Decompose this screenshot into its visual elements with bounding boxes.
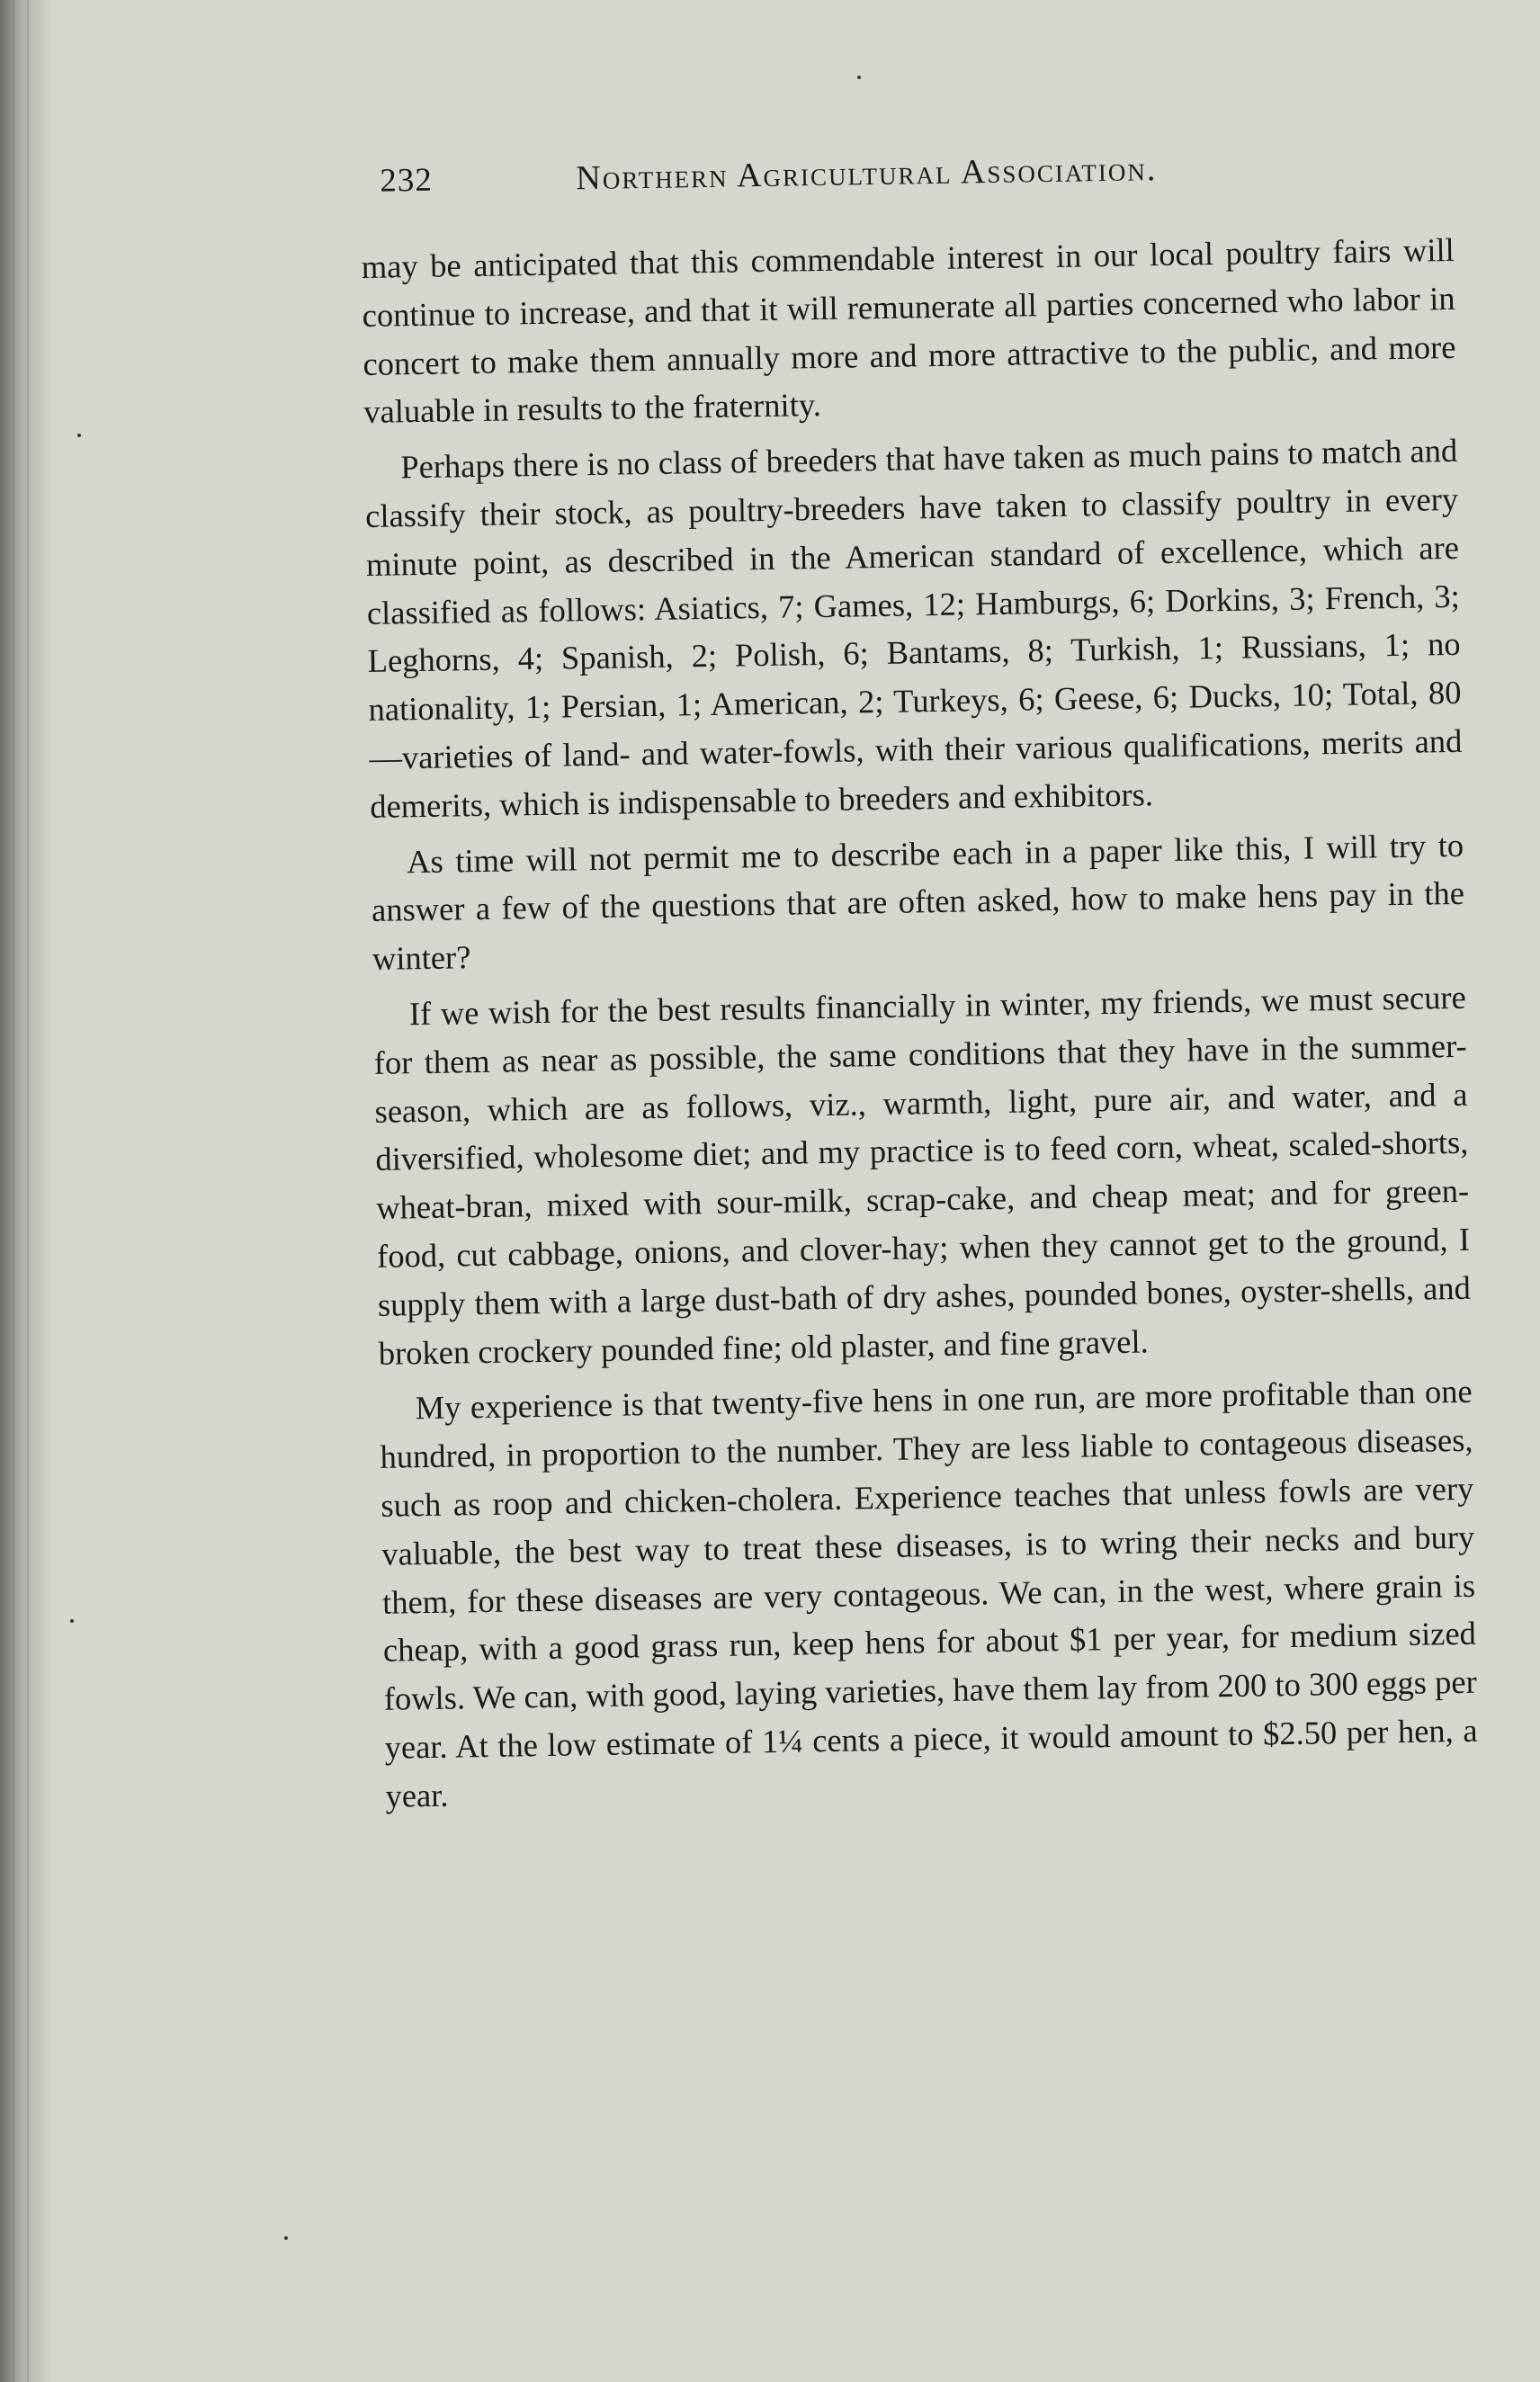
ink-speck xyxy=(77,434,81,437)
page-text-block xyxy=(360,145,1479,1827)
page-header xyxy=(360,145,1454,218)
paragraph-winter-question: As time will not permit me to describe each in a paper like this, I will try to answer a few of the questions that are often asked, how to make hens pay in the winter? xyxy=(371,826,1465,978)
ink-speck xyxy=(857,76,861,79)
binding-line xyxy=(13,0,14,2382)
paragraph-experience: My experience is that twenty-five hens in one run, are more profitable than one hundred, in proportion to the number. They are less liable to contageous diseases, such as roop and chicken-cholera. Experience teaches that unless fowls are very valuable, the best way to treat these diseases, is to wring their necks and bury them, for these diseases are very contageous. We can, in the west, where grain is cheap, with a good grass run, keep hens for about $1 per year, for medium sized fowls. We can, with good, laying varieties, have them lay from 200 to 300 eggs per year. At the low estimate of 1¼ cents a piece, it would amount to $2.50 per hen, a year. xyxy=(380,1373,1478,1814)
page-number: 232 xyxy=(380,161,434,200)
paragraph-poultry-classification: Perhaps there is no class of breeders that have taken as much pains to match and classify their stock, as poultry-breeders have taken to classify poultry in every minute point, as described in the American standard of excellence, which are classified as follows: Asiatics, 7; Games, 12; Hamburgs, 6; Dorkins, 3; French, 3; Leghorns, 4; Spanish, 2; Polish, 6; Bantams, 8; Turkish, 1; Russians, 1; no nationality, 1; Persian, 1; American, 2; Turkeys, 6; Geese, 6; Ducks, 10; Total, 80—varieties of land- and water-fowls, with their various qualifications, merits and demerits, which is indispensable to breeders and exhibitors. xyxy=(364,432,1463,825)
book-binding-edge xyxy=(0,0,52,2382)
running-head: Northern Agricultural Association. xyxy=(575,150,1158,198)
paragraph-feeding-practice: If we wish for the best results financially in winter, my friends, we must secure for them as near as possible, the same conditions that they have in the summer-season, which are as follows, viz., warmth, light, pure air, and water, and a diversified, wholesome diet; and my practice is to feed corn, wheat, scaled-shorts, wheat-bran, mixed with sour-milk, scrap-cake, and cheap meat; and for green-food, cut cabbage, onions, and clover-hay; when they cannot get to the ground, I supply them with a large dust-bath of dry ashes, pounded bones, oyster-shells, and broken crockery pounded fine; old plaster, and fine gravel. xyxy=(373,978,1472,1372)
binding-line xyxy=(27,0,29,2382)
ink-speck xyxy=(70,1619,74,1623)
ink-speck xyxy=(284,2236,288,2240)
paragraph-continued: may be anticipated that this commendable interest in our local poultry fairs will continue to increase, and that it will remunerate all parties concerned who labor in concert to make them annually more and more attractive to the public, and more valuable in results to the fraternity. xyxy=(361,230,1456,431)
